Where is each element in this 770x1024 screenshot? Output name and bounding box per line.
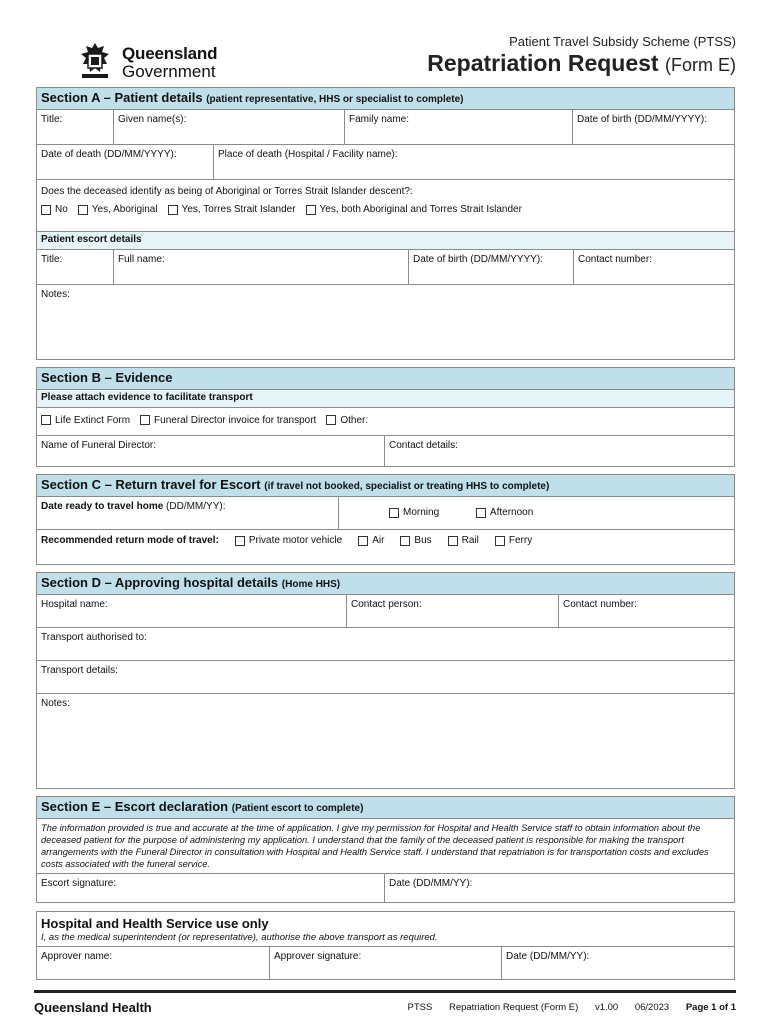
- atsi-option-tsi[interactable]: [168, 204, 296, 215]
- mode-option-bus[interactable]: [400, 535, 431, 546]
- atsi-block: [37, 180, 734, 232]
- approver-date-label: Date (DD/MM/YY):: [506, 951, 590, 962]
- checkbox-icon[interactable]: [389, 508, 399, 518]
- section-e-header: [37, 797, 734, 819]
- funeral-director-label: Name of Funeral Director:: [41, 440, 157, 451]
- section-e-note: (Patient escort to complete): [231, 803, 364, 814]
- escort-full-name-field[interactable]: [114, 250, 409, 284]
- section-a: [36, 87, 735, 360]
- section-a-note: (patient representative, HHS or specialist to complete): [206, 94, 464, 105]
- contact-person-field[interactable]: [347, 595, 559, 627]
- footer-org: Queensland Health: [34, 1000, 152, 1015]
- footer-code: PTSS: [407, 1002, 433, 1013]
- patient-dob-label: Date of birth (DD/MM/YYYY):: [577, 114, 708, 125]
- funeral-contact-field[interactable]: [385, 436, 734, 466]
- footer-doc: Repatriation Request (Form E): [448, 1002, 579, 1013]
- mode-option-label: Ferry: [508, 535, 533, 546]
- approver-signature-label: Approver signature:: [274, 951, 362, 962]
- checkbox-icon[interactable]: [495, 536, 505, 546]
- section-d: [36, 572, 735, 789]
- mode-option-rail[interactable]: [448, 535, 479, 546]
- section-e-title: Section E – Escort declaration: [41, 799, 229, 814]
- hospital-name-label: Hospital name:: [41, 599, 108, 610]
- mode-option-air[interactable]: [358, 535, 384, 546]
- section-d-header: [37, 573, 734, 595]
- form-title-main: Repatriation Request: [427, 50, 659, 76]
- hhs-header: Hospital and Health Service use only: [41, 916, 269, 931]
- time-option-afternoon[interactable]: [476, 507, 533, 518]
- form-body: [36, 87, 735, 987]
- escort-signature-field[interactable]: [37, 874, 385, 902]
- section-d-notes-field[interactable]: [37, 694, 734, 788]
- escort-title-field[interactable]: [37, 250, 114, 284]
- form-title: [427, 50, 736, 77]
- section-a-notes-field[interactable]: [37, 285, 734, 359]
- footer-version: v1.00: [594, 1002, 619, 1013]
- date-of-death-label: Date of death (DD/MM/YYYY):: [41, 149, 177, 160]
- atsi-option-aboriginal[interactable]: [78, 204, 158, 215]
- patient-title-field[interactable]: [37, 110, 114, 144]
- family-name-label: Family name:: [349, 114, 410, 125]
- escort-dob-label: Date of birth (DD/MM/YYYY):: [413, 254, 544, 265]
- return-mode-options: [37, 530, 734, 564]
- approver-date-field[interactable]: [502, 947, 734, 979]
- date-ready-label: Date ready to travel home: [41, 501, 164, 512]
- checkbox-icon[interactable]: [78, 205, 88, 215]
- time-option-morning[interactable]: [389, 507, 439, 518]
- coat-of-arms-icon: [74, 40, 116, 82]
- return-mode-label: Recommended return mode of travel:: [41, 535, 219, 546]
- approver-name-field[interactable]: [37, 947, 270, 979]
- escort-declaration-text: The information provided is true and accurate at the time of application. I give my permission for Hospital and Health Service staff to obtain information about the deceased patient for the purpose of administering my application. I understand that the family of the deceased patient is responsible for making the transport arrangements with the Funeral Director in consultation with Hospital and Health Service staff. I understand that repatriation is for transportation costs and excludes costs associated with the funeral service.: [37, 819, 734, 874]
- escort-dob-field[interactable]: [409, 250, 574, 284]
- evidence-life-extinct[interactable]: [41, 415, 130, 426]
- atsi-question: Does the deceased identify as being of Aboriginal or Torres Strait Islander descent?:: [41, 186, 413, 197]
- time-of-day-options: [339, 497, 734, 529]
- footer-date: 06/2023: [634, 1002, 670, 1013]
- footer-meta: [394, 1002, 737, 1013]
- checkbox-icon[interactable]: [476, 508, 486, 518]
- approver-signature-field[interactable]: [270, 947, 502, 979]
- section-c-note: (if travel not booked, specialist or treating HHS to complete): [264, 481, 550, 492]
- evidence-funeral-invoice[interactable]: [140, 415, 316, 426]
- mode-option-label: Rail: [461, 535, 479, 546]
- mode-option-ferry[interactable]: [495, 535, 532, 546]
- hhs-section: [36, 911, 735, 980]
- queensland-government-logo: [74, 40, 224, 82]
- checkbox-icon[interactable]: [41, 415, 51, 425]
- evidence-options: [37, 408, 734, 436]
- escort-full-name-label: Full name:: [118, 254, 165, 265]
- mode-option-private-vehicle[interactable]: [235, 535, 342, 546]
- date-of-death-field[interactable]: [37, 145, 214, 179]
- section-b-header: [37, 368, 734, 390]
- atsi-options: [37, 201, 734, 218]
- logo-text-government: Government: [122, 62, 216, 81]
- checkbox-icon[interactable]: [306, 205, 316, 215]
- date-ready-format: (DD/MM/YY):: [166, 501, 226, 512]
- checkbox-icon[interactable]: [448, 536, 458, 546]
- family-name-field[interactable]: [345, 110, 573, 144]
- checkbox-icon[interactable]: [235, 536, 245, 546]
- footer-page: Page 1 of 1: [685, 1002, 736, 1013]
- section-d-note: (Home HHS): [281, 579, 341, 590]
- escort-signature-label: Escort signature:: [41, 878, 117, 889]
- hospital-name-field[interactable]: [37, 595, 347, 627]
- evidence-option-label: Life Extinct Form: [55, 414, 131, 426]
- atsi-option-label: Yes, Aboriginal: [91, 204, 158, 215]
- checkbox-icon[interactable]: [41, 205, 51, 215]
- section-e: [36, 796, 735, 903]
- section-c-title: Section C – Return travel for Escort: [41, 477, 261, 492]
- atsi-option-label: Yes, Torres Strait Islander: [181, 204, 296, 215]
- mode-option-label: Air: [372, 535, 385, 546]
- transport-authorised-field[interactable]: [37, 628, 734, 660]
- hhs-statement: I, as the medical superintendent (or representative), authorise the above transport as required.: [37, 931, 734, 947]
- approver-name-label: Approver name:: [41, 951, 113, 962]
- section-c: [36, 474, 735, 565]
- section-a-header: [37, 88, 734, 110]
- atsi-option-label: No: [55, 204, 68, 215]
- escort-date-label: Date (DD/MM/YY):: [389, 878, 473, 889]
- funeral-contact-label: Contact details:: [389, 440, 458, 451]
- mode-option-label: Bus: [414, 535, 432, 546]
- logo-text-queensland: Queensland: [122, 44, 218, 63]
- given-names-field[interactable]: [114, 110, 345, 144]
- transport-details-field[interactable]: [37, 661, 734, 693]
- section-a-title: Section A – Patient details: [41, 90, 203, 105]
- checkbox-icon[interactable]: [326, 415, 336, 425]
- notes-label: Notes:: [41, 698, 70, 709]
- date-ready-field[interactable]: [37, 497, 339, 529]
- mode-option-label: Private motor vehicle: [248, 535, 343, 546]
- hospital-contact-number-label: Contact number:: [563, 599, 637, 610]
- time-option-label: Afternoon: [489, 507, 534, 518]
- funeral-director-field[interactable]: [37, 436, 385, 466]
- checkbox-icon[interactable]: [168, 205, 178, 215]
- checkbox-icon[interactable]: [358, 536, 368, 546]
- evidence-other[interactable]: [326, 415, 368, 426]
- checkbox-icon[interactable]: [140, 415, 150, 425]
- evidence-option-label: Other:: [340, 414, 369, 426]
- atsi-option-both[interactable]: [306, 204, 522, 215]
- scheme-name: Patient Travel Subsidy Scheme (PTSS): [509, 34, 736, 49]
- time-option-label: Morning: [403, 507, 440, 518]
- checkbox-icon[interactable]: [400, 536, 410, 546]
- atsi-option-label: Yes, both Aboriginal and Torres Strait Islander: [319, 204, 522, 215]
- patient-dob-field[interactable]: [573, 110, 734, 144]
- form-header: [36, 32, 736, 84]
- evidence-subheader: Please attach evidence to facilitate transport: [37, 390, 734, 408]
- place-of-death-field[interactable]: [214, 145, 734, 179]
- page-footer: [34, 990, 736, 1015]
- section-d-title: Section D – Approving hospital details: [41, 575, 279, 590]
- transport-authorised-label: Transport authorised to:: [41, 632, 147, 643]
- section-b: [36, 367, 735, 467]
- form-title-sub: (Form E): [665, 55, 736, 75]
- given-names-label: Given name(s):: [118, 114, 187, 125]
- place-of-death-label: Place of death (Hospital / Facility name):: [218, 149, 398, 160]
- escort-details-header: Patient escort details: [37, 232, 734, 250]
- evidence-option-label: Funeral Director invoice for transport: [154, 414, 317, 426]
- escort-contact-label: Contact number:: [578, 254, 652, 265]
- section-b-title: Section B – Evidence: [41, 370, 173, 385]
- section-c-header: [37, 475, 734, 497]
- hospital-contact-number-field[interactable]: [559, 595, 734, 627]
- escort-contact-field[interactable]: [574, 250, 734, 284]
- atsi-option-no[interactable]: [41, 204, 68, 215]
- contact-person-label: Contact person:: [351, 599, 422, 610]
- notes-label: Notes:: [41, 289, 70, 300]
- patient-title-label: Title:: [41, 114, 63, 125]
- escort-date-field[interactable]: [385, 874, 734, 902]
- escort-title-label: Title:: [41, 254, 63, 265]
- transport-details-label: Transport details:: [41, 665, 118, 676]
